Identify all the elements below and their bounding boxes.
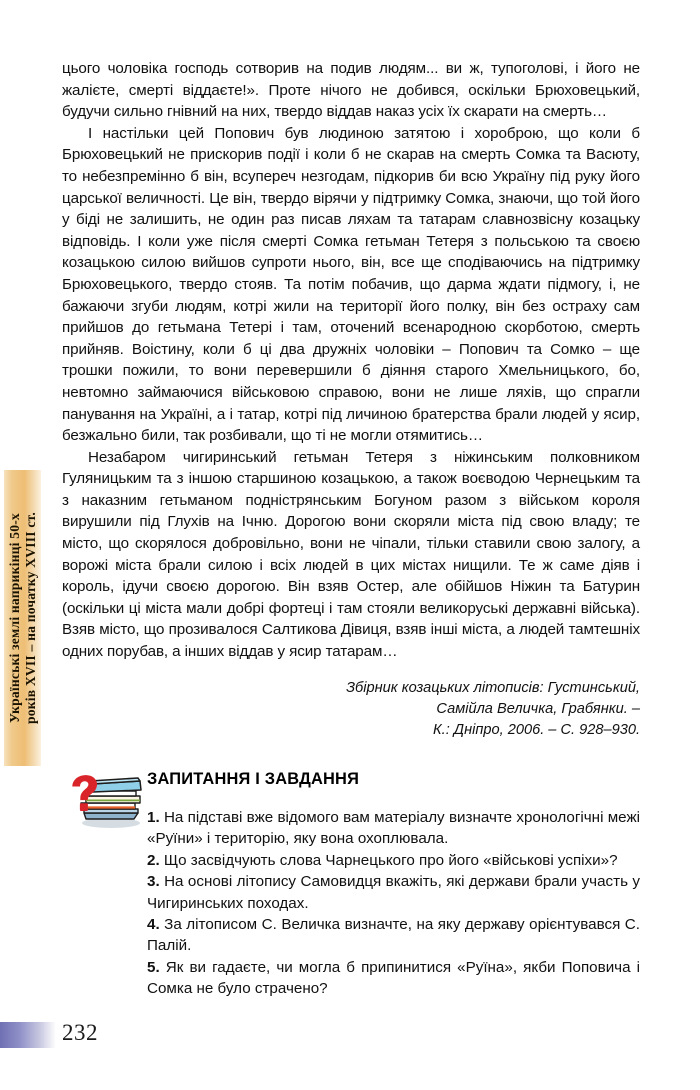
questions-header-row [62,768,640,802]
body-text-column [62,58,640,741]
chapter-side-tab-line-2: років XVII – на початку XVIII ст. [22,511,38,725]
question-number: 4. [147,916,160,934]
question-text: На підставі вже відомого вам матеріалу визначте хронологічні межі «Руїни» і територію, яку вона охоплювала. [147,809,640,848]
body-paragraph: цього чоловіка господь сотворив на подив людям... ви ж, тупоголові, і його не жалієте, смерті віддаєте!». Проте нічого не добився, оскільки Брюховецький, будучи сильно гнівний на них, твердо віддав наказ усіх їх скарати на смерть… [62,60,640,121]
question-item [147,957,640,1000]
body-paragraph: І настільки цей Попович був людиною затятою і хороброю, що коли б Брюховецький не прискорив події і коли б не скарав на смерть Сомка та Васюту, то небезпремінно б він, всупереч незгодам, підкорив би всю Україну під руку його царської величності. Це він, твердо вірячи у підтримку Сомка, знаючи, що той його у біді не залишить, не один раз писав ляхам та татарам славнозвісну козацьку відповідь. І коли уже після смерті Сомка гетьман Тетеря з польською та своєю козацькою силою вийшов супроти нього, він, все ще сподіваючись на підтримку Брюховецького, твердо стояв. Та потім побачив, що дарма ждати підмогу, і, не бажаючи згуби людям, котрі жили на території його полку, він без остраху сам прийшов до гетьмана Тетері і там, оточений всенародною скорботою, смерть прийняв. Воістину, коли б ці два дружніх чоловіки – Попович та Сомко – ще трошки пожили, то вони перевершили б діяння старого Хмельницького, бо, невтомно займаючися військовою справою, вони не лише ляхів, що спрагли панування на Україні, а і татар, котрі під личиною братерства брали людей у ясир, безжально били, так розбивали, що ті не могли отямитись… [62,124,640,445]
question-text: Що засвідчують слова Чарнецького про його «військові успіхи»? [159,851,618,869]
question-item [147,850,640,871]
chapter-side-tab [4,470,41,766]
body-paragraph: Незабаром чигиринський гетьман Тетеря з ніжинським полковником Гуляницьким та з іншою старшиною козацькою, а також воєводою Чернецьким та з наказним гетьманом подністрянським Богуном разом з військом короля вирушили під Глухів на Ічню. Дорогою вони скоряли міста під свою владу; те місто, що скорялося добровільно, вони не чіпали, тільки ставили свою залогу, а ворожі міста брали силою і всіх людей в цих містах нищили. Те ж саме діяв і король, ідучи своєю дорогою. Він взяв Остер, але обійшов Ніжин та Батурин (оскільки ці міста мали добрі фортеці і там стояли великоруські державні війська). Взяв місто, що прозивалося Салтикова Дівиця, взяв інші міста, а людей тамтешніх одних порубав, а інших віддав у ясир татарам… [62,448,640,661]
citation-line-1: Збірник козацьких літописів: Густинський, [346,679,640,696]
question-text: На основі літопису Самовидця вкажіть, які держави брали участь у Чигиринських походах. [147,873,640,912]
question-item [147,871,640,914]
footer-gradient-bar [0,1022,56,1048]
page-number: 232 [62,1020,98,1045]
question-mark-books-icon [64,772,144,830]
question-number: 2. [147,851,160,869]
questions-and-tasks-section [62,768,640,1000]
question-number: 5. [147,958,160,976]
citation-line-2: Самійла Величка, Грабянки. – [436,700,640,717]
question-text: Як ви гадаєте, чи могла б припинитися «Руїна», якби Поповича і Сомка не було страчено? [147,958,640,998]
chapter-side-tab-line-1: Українські землі наприкінці 50-х [6,513,22,723]
citation-line-3: К.: Дніпро, 2006. – С. 928–930. [433,721,640,738]
question-item [147,807,640,850]
chapter-side-tab-text [7,472,39,764]
question-number: 3. [147,873,160,891]
question-number: 1. [147,809,160,826]
source-citation [62,678,640,741]
question-text: За літописом С. Величка визначте, на яку державу орієнтувався С. Палій. [147,916,640,955]
questions-heading: ЗАПИТАННЯ І ЗАВДАННЯ [147,770,360,788]
questions-list [62,807,640,1000]
question-item [147,914,640,957]
